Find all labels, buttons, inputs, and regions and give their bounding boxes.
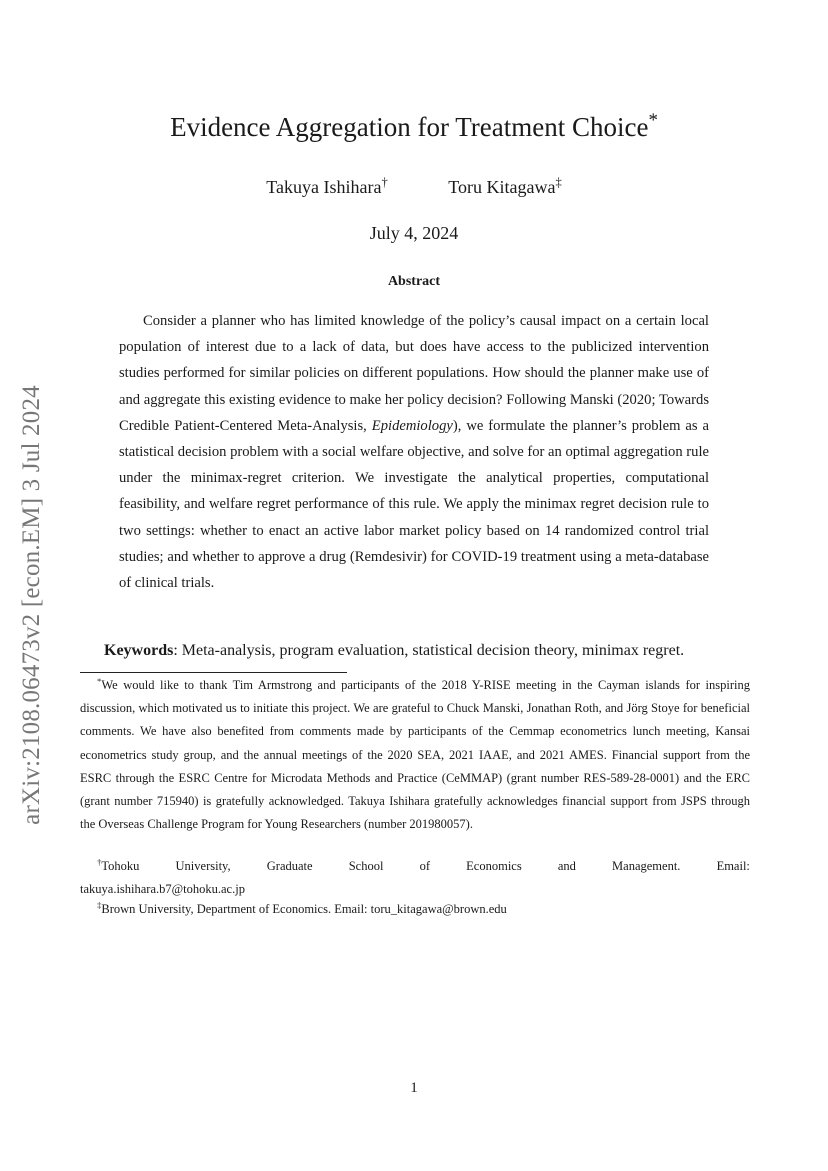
footnote-author-2-affiliation (80, 898, 750, 921)
footnote-2-word: School (348, 859, 384, 873)
footnote-2-word: Management. (612, 859, 681, 873)
footnote-2-word: University, (175, 859, 231, 873)
footnote-rule (80, 672, 347, 673)
page-number: 1 (410, 1080, 418, 1096)
footnote-2-line (80, 855, 750, 878)
arxiv-identifier: arXiv:2108.06473v2 [econ.EM] 3 Jul 2024 (18, 385, 45, 825)
arxiv-stamp (8, 355, 56, 855)
title-text: Evidence Aggregation for Treatment Choice (170, 112, 649, 142)
author-1-mark: † (381, 175, 388, 189)
author-2 (448, 177, 562, 198)
footnote-author-1-affiliation (80, 855, 750, 901)
title-footnote-mark: * (648, 110, 658, 131)
footnote-2-word (80, 855, 139, 878)
footnote-2-word: of (419, 859, 431, 873)
author-2-mark: ‡ (555, 175, 562, 189)
footnote-2-word-text: Tohoku (101, 859, 140, 873)
author-1-name: Takuya Ishihara (266, 177, 382, 197)
author-1 (266, 177, 388, 198)
footnote-2-email: takuya.ishihara.b7@tohoku.ac.jp (80, 882, 245, 897)
abstract-heading: Abstract (387, 274, 441, 289)
abstract-body (119, 308, 709, 596)
footnote-2-mark: † (97, 856, 102, 867)
abstract-journal-name: Epidemiology (371, 417, 453, 434)
footnote-2-word: Economics (466, 859, 522, 873)
abstract-text-2: ), we formulate the planner’s problem as a statistical decision problem with a social welfare objective, and solve for an optimal aggregation rule under the minimax-regret criterion. We investigate the analytical properties, computational feasibility, and welfare regret performance of this rule. We apply the minimax regret decision rule to two settings: whether to enact an active labor market policy based on 14 randomized control trial studies; and whether to approve a drug (Remdesivir) for COVID-19 treatment using a meta-database of clinical trials. (119, 417, 709, 592)
footnote-3-mark: ‡ (97, 899, 102, 910)
footnote-1-mark: * (97, 675, 102, 686)
author-list (0, 177, 828, 198)
footnote-3-text: Brown University, Department of Economics. Email: toru_kitagawa@brown.edu (101, 902, 507, 916)
abstract-text-1: Consider a planner who has limited knowledge of the policy’s causal impact on a certain local population of interest due to a lack of data, but does have access to the publicized intervention studies performed for similar policies on different populations. How should the planner make use of and aggregate this existing evidence to make her policy decision? Following Manski (2020; Towards Credible Patient-Centered Meta-Analysis, (119, 313, 709, 434)
footnote-acknowledgements (80, 674, 750, 836)
keywords-label: Keywords (104, 642, 174, 659)
publication-date: July 4, 2024 (369, 223, 459, 243)
footnote-1-text: We would like to thank Tim Armstrong and participants of the 2018 Y-RISE meeting in the Cayman islands for inspiring discussion, which motivated us to initiate this project. We are grateful to Chuck Manski, Jonathan Roth, and Jörg Stoye for beneficial comments. We have also benefited from comments made by participants of the Cemmap econometrics lunch meeting, Kansai econometrics study group, and the annual meetings of the 2020 SEA, 2021 IAAE, and 2021 AMES. Financial support from the ESRC through the ESRC Centre for Microdata Methods and Practice (CeMMAP) (grant number RES-589-28-0001) and the ERC (grant number 715940) is gratefully acknowledged. Takuya Ishihara gratefully acknowledges financial support from JSPS through the Overseas Challenge Program for Young Researchers (number 201980057). (80, 678, 750, 832)
footnote-2-word: Email: (716, 859, 750, 873)
keywords (104, 642, 764, 660)
keywords-text: : Meta-analysis, program evaluation, statistical decision theory, minimax regret. (173, 642, 685, 659)
footnote-2-word: Graduate (266, 859, 313, 873)
author-2-name: Toru Kitagawa (448, 177, 556, 197)
footnote-2-word: and (557, 859, 576, 873)
paper-title (0, 112, 828, 143)
